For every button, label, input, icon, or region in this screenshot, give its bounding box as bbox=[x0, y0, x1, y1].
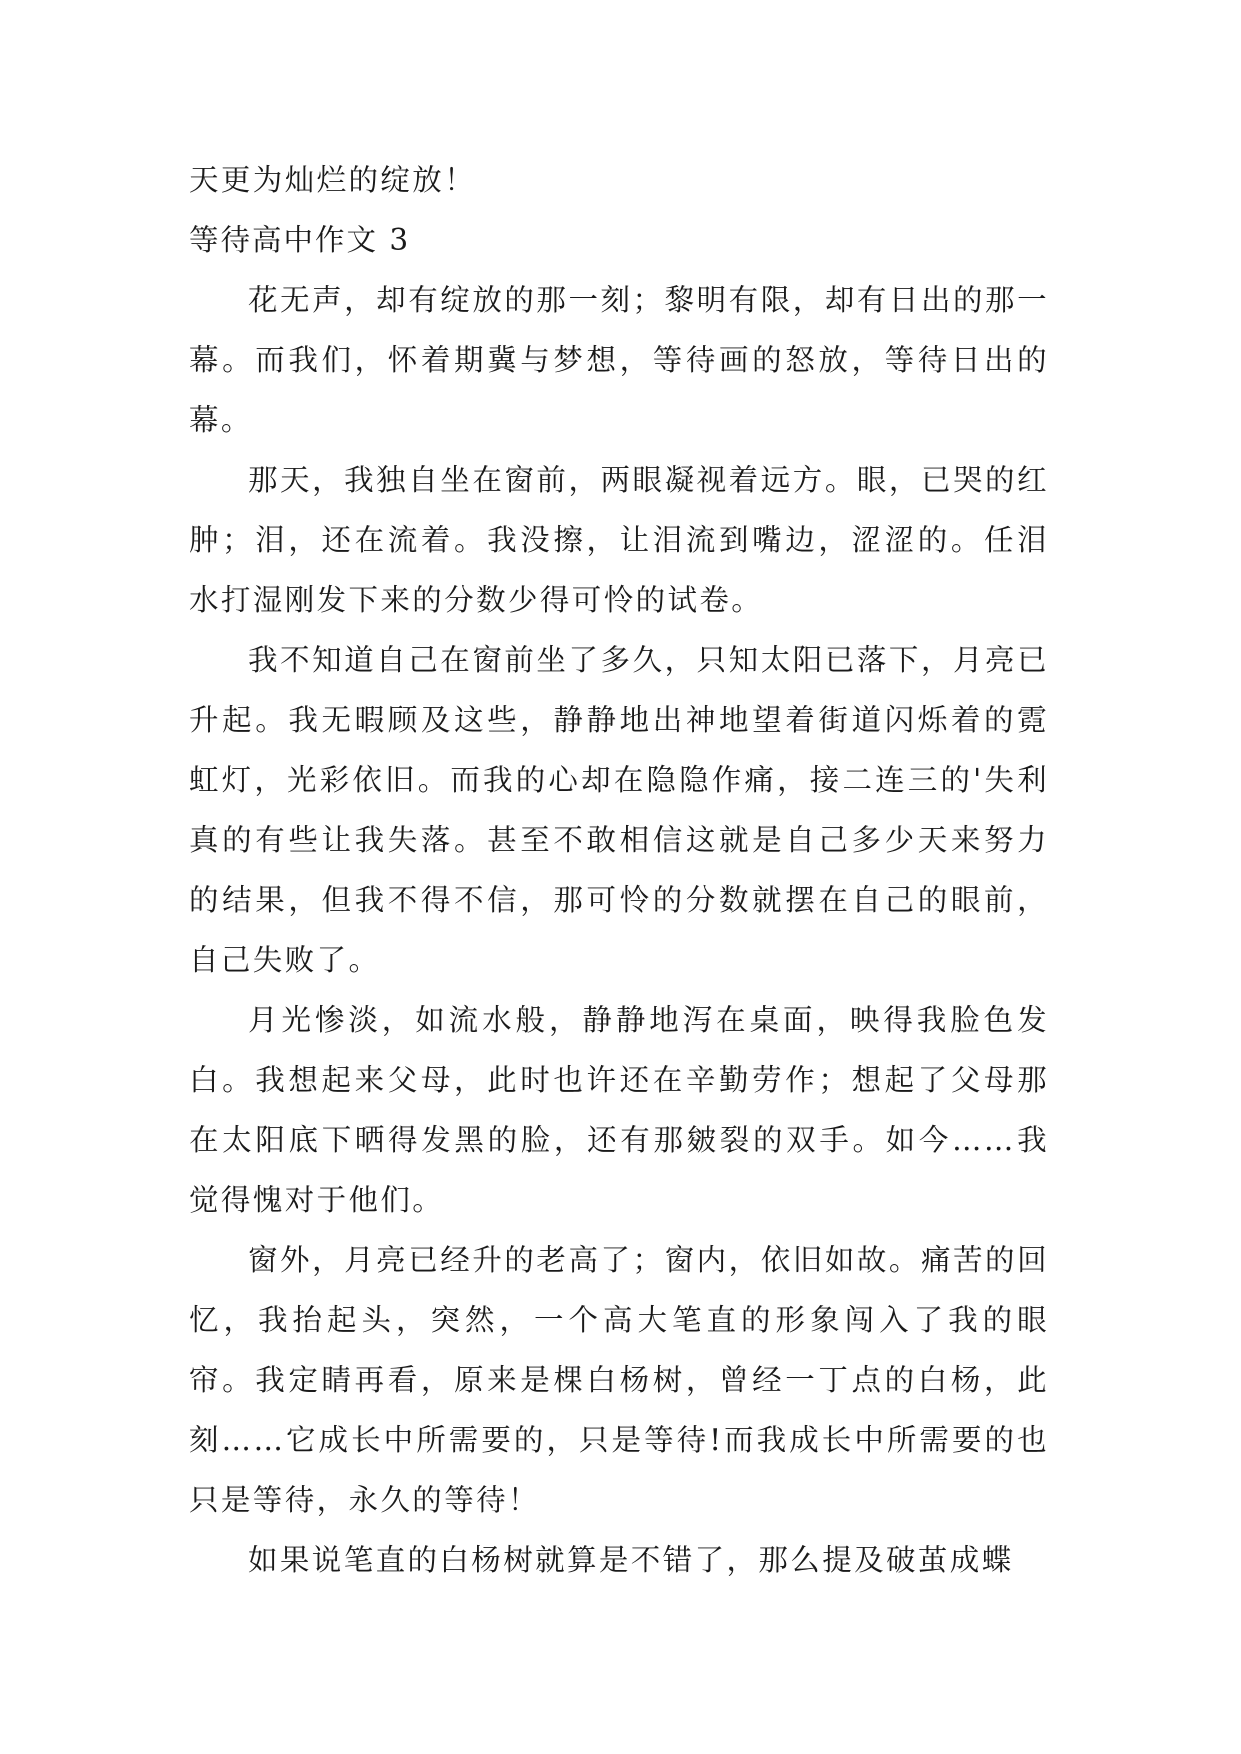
paragraph-6: 如果说笔直的白杨树就算是不错了，那么提及破茧成蝶 bbox=[248, 1543, 1014, 1577]
paragraph-4: 月光惨淡，如流水般，静静地泻在桌面，映得我脸色发白。我想起来父母，此时也许还在辛勤劳作；想起了父母那在太阳底下晒得发黑的脸，还有那皴裂的双手。如今……我觉得愧对于他们。 bbox=[189, 1003, 1049, 1217]
paragraph-1: 花无声，却有绽放的那一刻；黎明有限，却有日出的那一幕。而我们，怀着期冀与梦想，等待画的怒放，等待日出的幕。 bbox=[189, 283, 1049, 437]
document-page bbox=[189, 150, 1049, 1590]
paragraph-3: 我不知道自己在窗前坐了多久，只知太阳已落下，月亮已升起。我无暇顾及这些，静静地出神地望着街道闪烁着的霓虹灯，光彩依旧。而我的心却在隐隐作痛，接二连三的'失利真的有些让我失落。甚至不敢相信这就是自己多少天来努力的结果，但我不得不信，那可怜的分数就摆在自己的眼前，自己失败了。 bbox=[189, 643, 1049, 977]
opening-line: 天更为灿烂的绽放！ bbox=[189, 163, 477, 197]
paragraph-2: 那天，我独自坐在窗前，两眼凝视着远方。眼，已哭的红肿；泪，还在流着。我没擦，让泪流到嘴边，涩涩的。任泪水打湿刚发下来的分数少得可怜的试卷。 bbox=[189, 463, 1049, 617]
essay-heading: 等待高中作文 3 bbox=[189, 223, 411, 257]
paragraph-5: 窗外，月亮已经升的老高了；窗内，依旧如故。痛苦的回忆，我抬起头，突然，一个高大笔直的形象闯入了我的眼帘。我定睛再看，原来是棵白杨树，曾经一丁点的白杨，此刻……它成长中所需要的，只是等待!而我成长中所需要的也只是等待，永久的等待！ bbox=[189, 1243, 1049, 1517]
